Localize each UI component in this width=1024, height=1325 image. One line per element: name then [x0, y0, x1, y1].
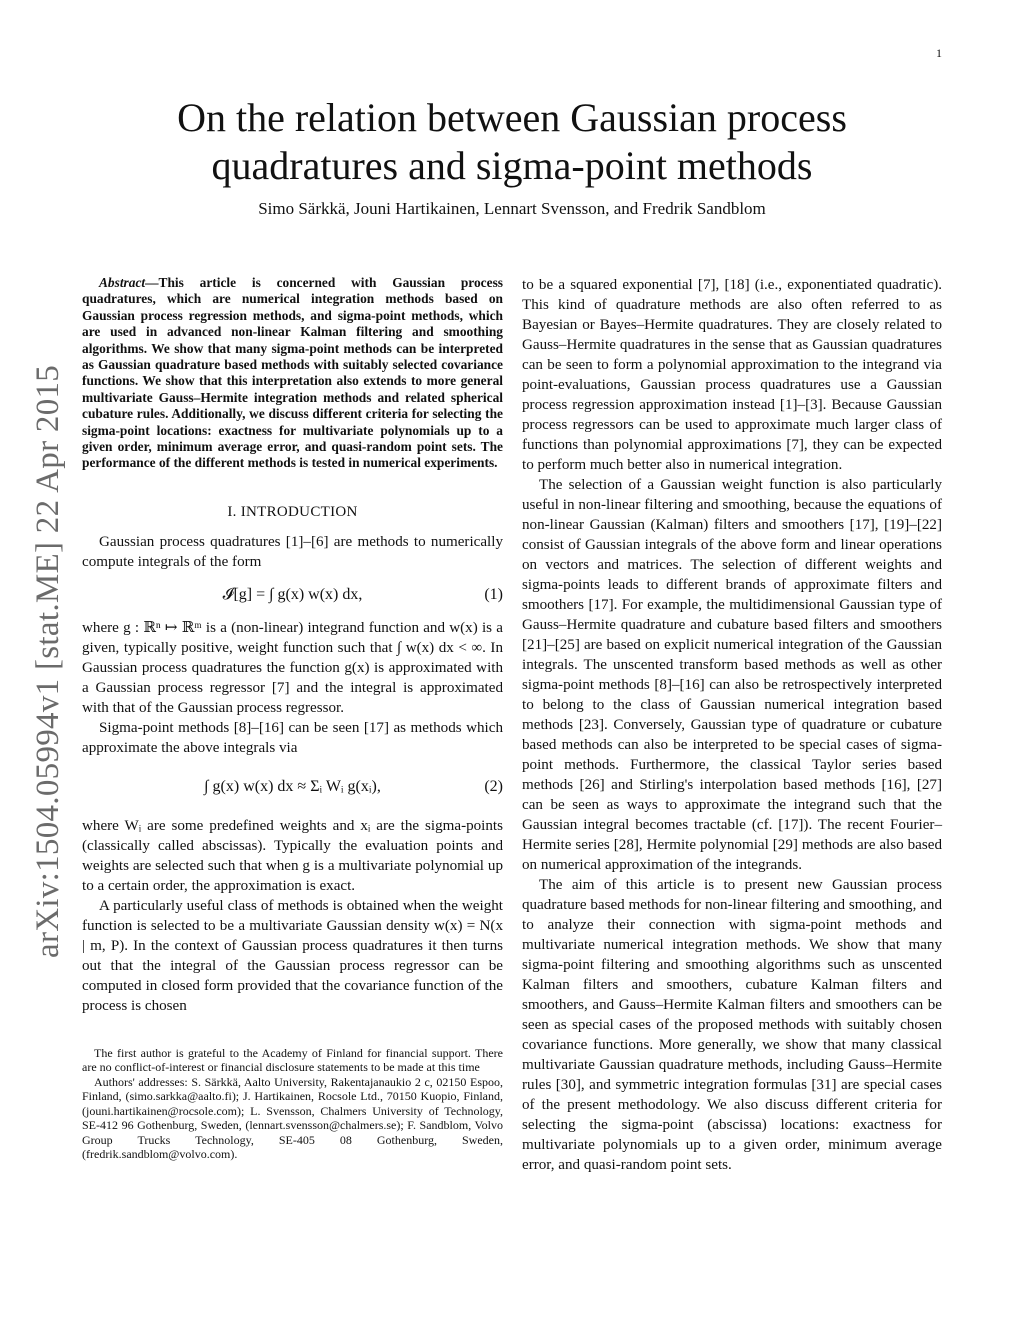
equation-1-body: 𝓘[g] = ∫ g(x) w(x) dx, [222, 585, 363, 603]
right-paragraph-1: to be a squared exponential [7], [18] (i.e., exponentiated quadratic). This kind of quadrature methods are also often referred to as Bayesian or Bayes–Hermite quadratures. They are closely related to Gauss–Hermite quadratures in the sense that as Gaussian quadratures can be seen to form a polynomial approximation to the integrand via point-evaluations, Gaussian process quadratures use a Gaussian process regression approximation instead [1]–[3]. Because Gaussian process regressors can be used to approximate much larger class of functions than polynomial approximations [7], they can be expected to perform much better also in numerical integration. [522, 277, 942, 473]
intro-paragraph-2: where g : ℝⁿ ↦ ℝᵐ is a (non-linear) integrand function and w(x) is a given, typically positive, weight function such that ∫ w(x) dx < ∞. In Gaussian process quadratures the function g(x) is approximated with a Gaussian process regressor [7] and the integral is approximated with that of the Gaussian process regressor. [82, 619, 503, 716]
intro-paragraph-1: Gaussian process quadratures [1]–[6] are methods to numerically compute integrals of the form [82, 533, 503, 570]
equation-2 [82, 758, 503, 816]
abstract-text: —This article is concerned with Gaussian process quadratures, which are numerical integration methods based on Gaussian process regression methods, and sigma-point methods, which are used in advanced non-linear Kalman filtering and smoothing algorithms. We show that many sigma-point methods can be interpreted as Gaussian quadrature based methods with suitably selected covariance functions. We show that this interpretation also extends to more general multivariate Gauss–Hermite integration methods and related spherical cubature rules. Additionally, we discuss different criteria for selecting the sigma-point locations: exactness for multivariate polynomials up to a given order, minimum average error, and quasi-random point sets. The performance of the different methods is tested in numerical experiments. [82, 275, 503, 471]
paper-title [0, 94, 1024, 190]
abstract-label: Abstract [99, 275, 146, 290]
equation-2-body: ∫ g(x) w(x) dx ≈ Σᵢ Wᵢ g(xᵢ), [204, 777, 381, 795]
footnote-addresses: Authors' addresses: S. Särkkä, Aalto University, Rakentajanaukio 2 c, 02150 Espoo, Finland, (simo.sarkka@aalto.fi); J. Hartikainen, Rocsole Ltd., 70150 Kuopio, Finland, (jouni.hartikainen@rocsole.com); L. Svensson, Chalmers University of Technology, SE-412 96 Gothenburg, Sweden, (lennart.svensson@chalmers.se); F. Sandblom, Volvo Group Trucks Technology, SE-405 08 Gothenburg, Sweden, (fredrik.sandblom@volvo.com). [82, 1074, 503, 1162]
title-line-2: quadratures and sigma-point methods [211, 143, 813, 188]
intro-paragraph-5: A particularly useful class of methods is obtained when the weight function is selected to be a multivariate Gaussian density w(x) = N(x | m, P). In the context of Gaussian process quadratures it then turns out that the integral of the Gaussian process regressor can be computed in closed form provided that the covariance function of the process is chosen [82, 897, 503, 1014]
equation-1-number: (1) [484, 585, 503, 603]
footnote-funding: The first author is grateful to the Academy of Finland for financial support. There are no conflict-of-interest or financial disclosure statements to be made at this time [82, 1045, 503, 1075]
abstract [82, 275, 503, 472]
arxiv-stamp-text: arXiv:1504.05994v1 [stat.ME] 22 Apr 2015 [30, 364, 66, 958]
right-paragraph-2: The selection of a Gaussian weight function is also particularly useful in non-linear filtering and smoothing, because the equations of non-linear Gaussian (Kalman) filters and smoothers [17], [19]–[22] consist of Gaussian integrals of the above form and linear operations on vectors and matrices. The selection of different weights and sigma-points leads to different brands of approximate filters and smoothers [17]. For example, the multidimensional Gaussian type of Gauss–Hermite quadrature and cubature based filters and smoothers [21]–[25] are based on explicit numerical integration of the Gaussian integrals. The unscented transform based methods as well as other sigma-point methods [8]–[16] can also be retrospectively interpreted to belong to the class of Gaussian numerical integration based methods [23]. Conversely, Gaussian type of quadrature or cubature based methods can also be interpreted to be special cases of sigma-point methods. Furthermore, the classical Taylor series based methods [26] and Stirling's interpolation based methods [16], [27] can be seen as ways to approximate the integrand such that the Gaussian integral becomes tractable (cf. [17]). The recent Fourier–Hermite series [28], Hermite polynomial [29] methods are also based on numerical approximation of the integrands. [522, 477, 942, 873]
intro-paragraph-4: where Wᵢ are some predefined weights and xᵢ are the sigma-points (classically called abscissas). Typically the evaluation points and weights are selected such that when g is a multivariate polynomial up to a certain order, the approximation is exact. [82, 817, 503, 894]
section-heading: I. INTRODUCTION [227, 503, 358, 520]
left-column [82, 275, 503, 1162]
right-paragraph-3: The aim of this article is to present new Gaussian process quadrature based methods for non-linear filtering and smoothing, and to analyze their connection with sigma-point methods and multivariate numerical integration methods. We show that many sigma-point filtering and smoothing algorithms such as unscented Kalman filters and smoothers, cubature Kalman filters and smoothers, and Gauss–Hermite Kalman filters and smoothers can be seen as special cases of the proposed methods with suitably chosen covariance functions. More generally, we show that many classical multivariate Gaussian quadrature methods, including Gauss–Hermite rules [30], and symmetric integration formulas [31] are special cases of the present methodology. We also discuss different criteria for selecting the sigma-point (abscissa) locations: exactness for multivariate polynomials up to a given order, minimum average error, and quasi-random point sets. [522, 877, 942, 1173]
equation-1 [82, 572, 503, 618]
intro-paragraph-3: Sigma-point methods [8]–[16] can be seen [17] as methods which approximate the above integrals via [82, 719, 503, 756]
footnotes [82, 1046, 503, 1162]
right-column [522, 275, 942, 1175]
author-list: Simo Särkkä, Jouni Hartikainen, Lennart Svensson, and Fredrik Sandblom [258, 199, 766, 218]
equation-2-number: (2) [484, 777, 503, 795]
page-number: 1 [936, 46, 942, 60]
title-line-1: On the relation between Gaussian process [177, 95, 847, 140]
